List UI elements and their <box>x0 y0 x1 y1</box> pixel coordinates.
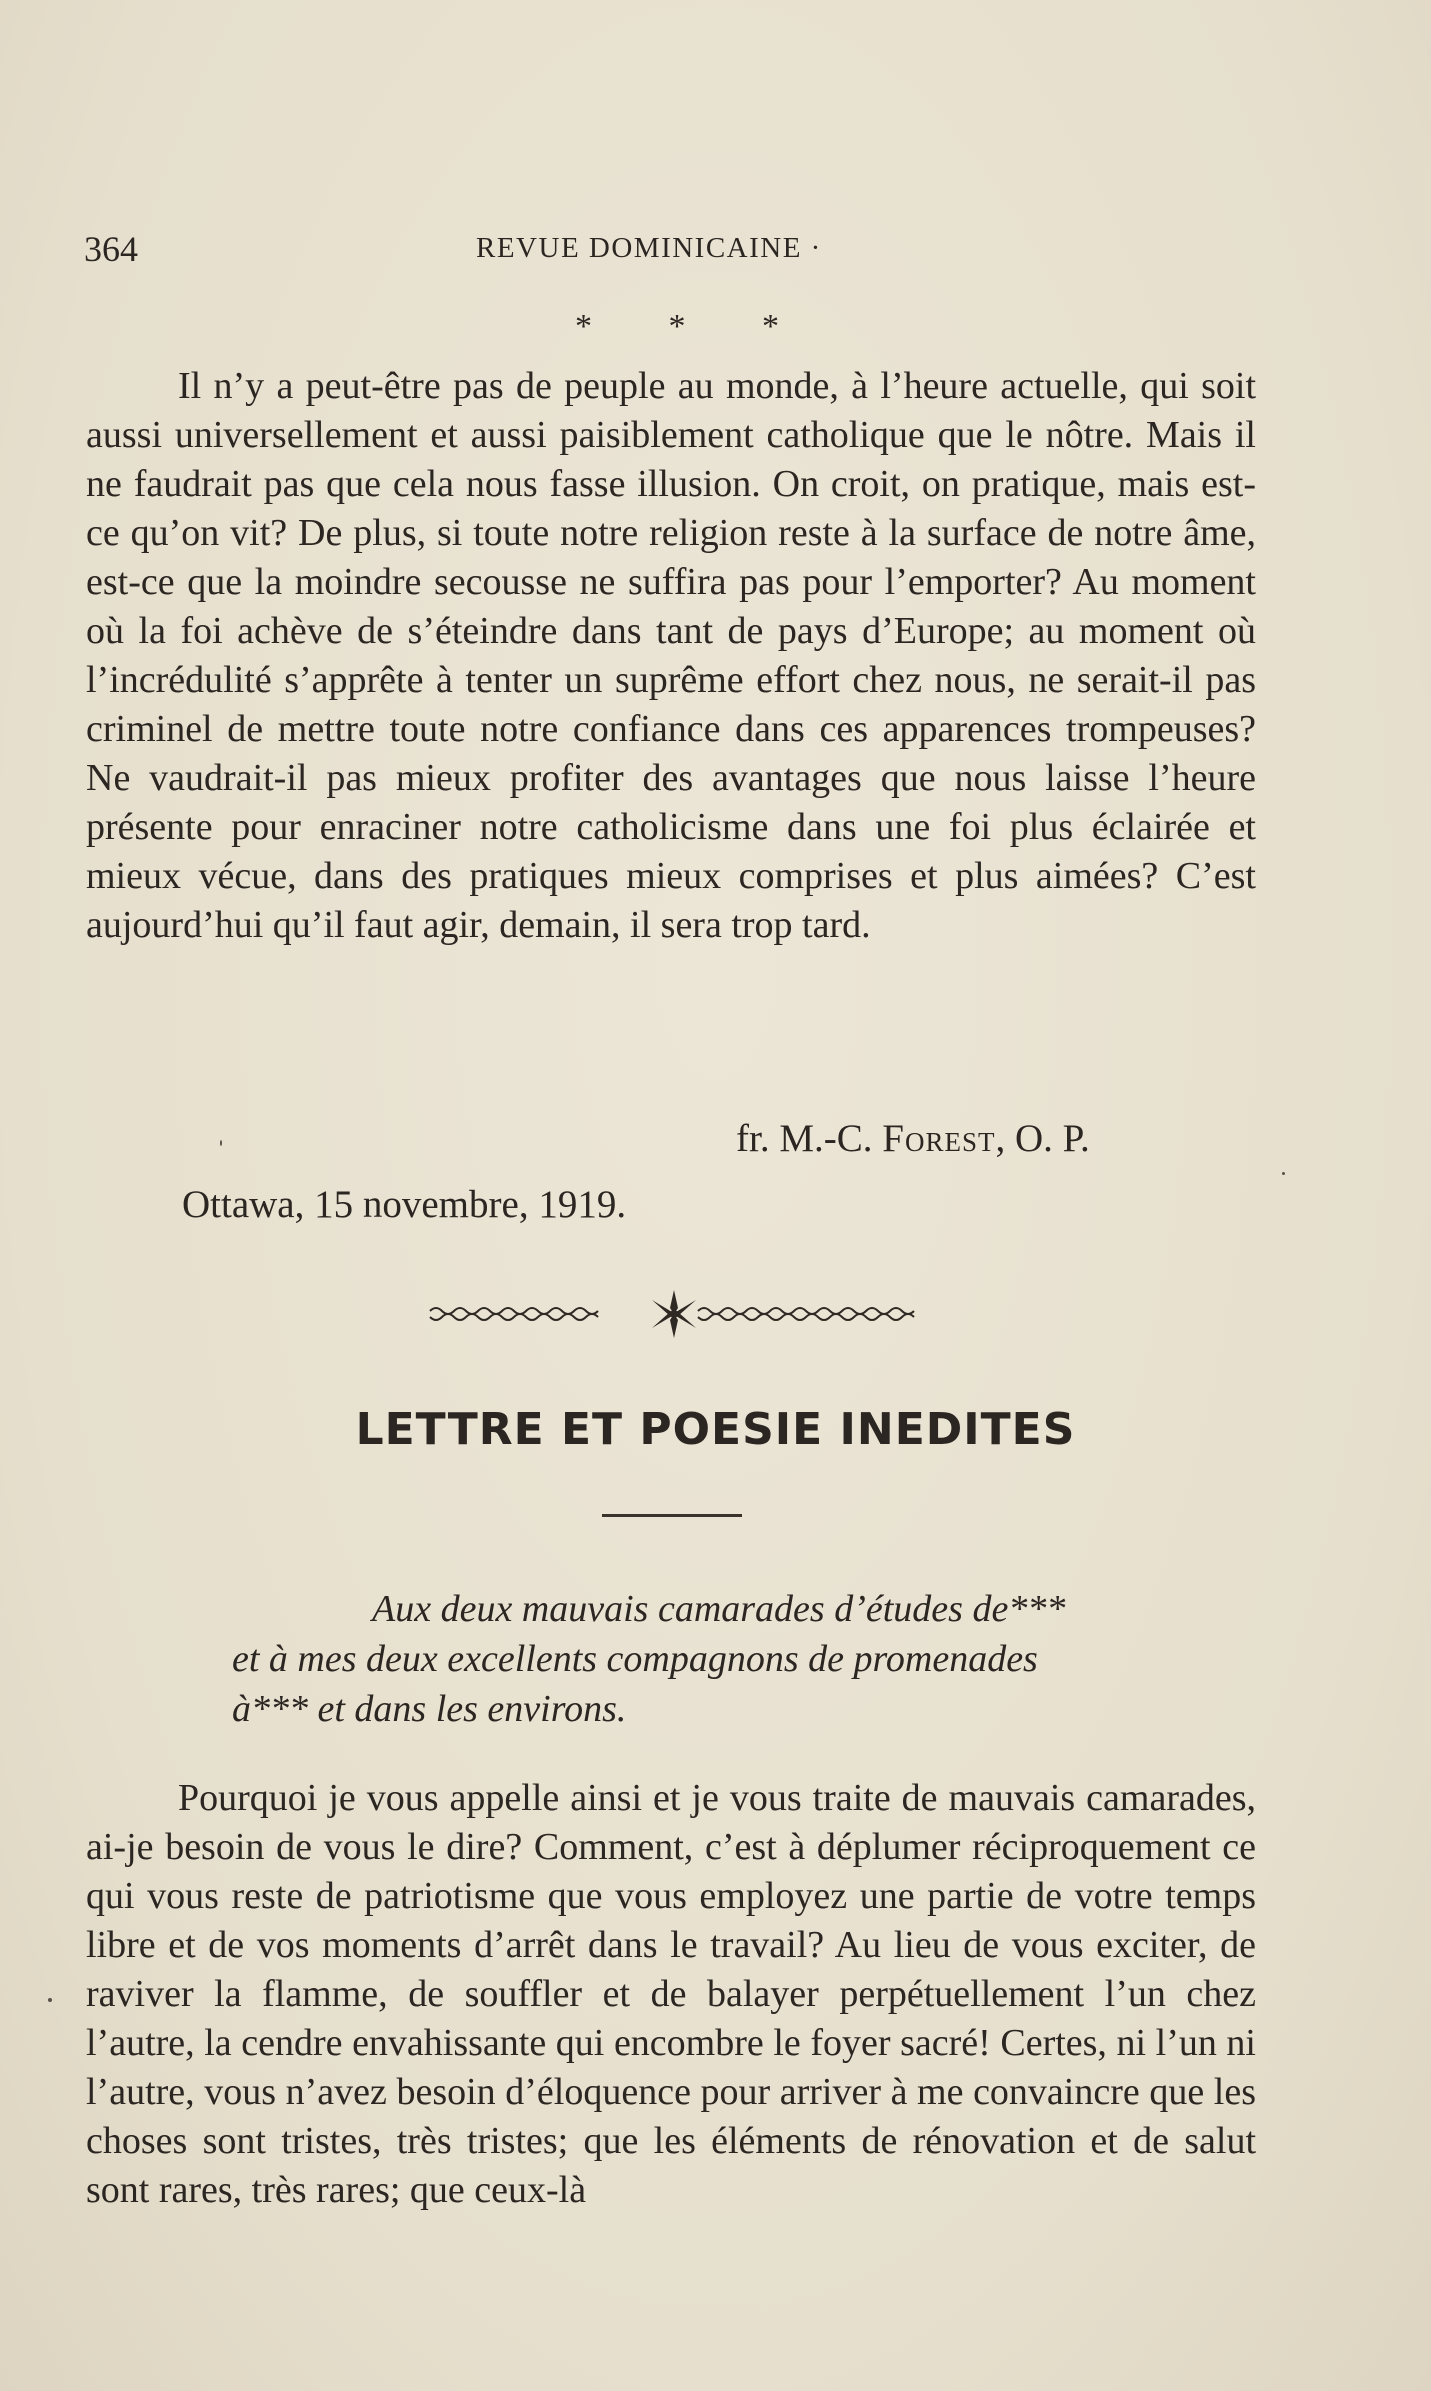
paragraph-text: Il n’y a peut-être pas de peuple au monde, à l’heure actuelle, qui soit aussi universellement et aussi paisiblement catholique que le nôtre. Mais il ne faudrait pas que cela nous fasse illusion. On croit, on pratique, mais est-ce qu’on vit? De plus, si toute notre religion reste à la surface de notre âme, est-ce que la moindre secousse ne suffira pas pour l’emporter? Au moment où la foi achève de s’éteindre dans tant de pays d’Europe; au moment où l’incrédulité s’apprête à tenter un suprême effort chez nous, ne serait-il pas criminel de mettre toute notre confiance dans ces apparences trompeuses? Ne vaudrait-il pas mieux profiter des avantages que nous laisse l’heure présente pour enraciner notre catholicisme dans une foi plus éclairée et mieux vécue, dans des pratiques mieux comprises et plus aimées? C’est aujourd’hui qu’il faut agir, demain, il sera trop tard. <box>86 365 1256 946</box>
page-header <box>84 228 1264 278</box>
print-speck <box>48 1998 52 2002</box>
paragraph-text: Pourquoi je vous appelle ainsi et je vous traite de mauvais camarades, ai-je besoin de vous le dire? Comment, c’est à déplumer réciproquement ce qui vous reste de patriotisme que vous employez une partie de votre temps libre et de vos moments d’arrêt dans le travail? Au lieu de vous exciter, de raviver la flamme, de souffler et de balayer perpétuellement l’un chez l’autre, la cendre envahissante qui encombre le foyer sacré! Certes, ni l’un ni l’autre, vous n’avez besoin d’éloquence pour arriver à me convaincre que les choses sont tristes, très tristes; que les éléments de rénovation et de salut sont rares, très rares; que ceux-là <box>86 1777 1256 2211</box>
running-head: REVUE DOMINICAINE · <box>476 232 822 264</box>
signature-prefix: fr. M.-C. <box>736 1117 873 1160</box>
dedication-line: à*** et dans les environs. <box>232 1688 627 1730</box>
dedication-line: et à mes deux excellents compagnons de promenades <box>232 1638 1038 1680</box>
letter-paragraph <box>86 1774 1256 2215</box>
signature-suffix: , O. P. <box>995 1117 1090 1160</box>
dateline: Ottawa, 15 novembre, 1919. <box>182 1183 627 1226</box>
article-title: LETTRE ET POESIE INEDITES <box>355 1404 1076 1455</box>
author-signature <box>736 1116 1090 1161</box>
print-speck <box>1282 1172 1285 1175</box>
dedication-line: Aux deux mauvais camarades d’études de*** <box>372 1588 1066 1630</box>
print-speck <box>220 1140 222 1146</box>
title-underline-rule <box>602 1514 742 1517</box>
dedication <box>232 1584 1262 1734</box>
page-number: 364 <box>84 229 138 269</box>
signature-name: Forest <box>882 1117 996 1160</box>
section-break-asterisks: * * * <box>575 308 813 345</box>
closing-paragraph <box>86 362 1256 950</box>
ornamental-divider <box>426 1286 922 1340</box>
